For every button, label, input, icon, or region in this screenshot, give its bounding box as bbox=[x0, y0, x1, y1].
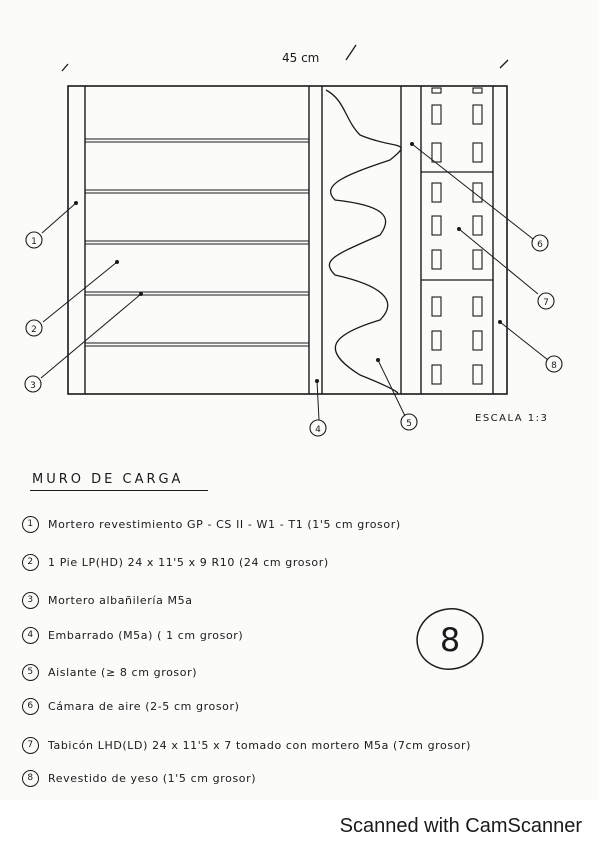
callout-3 bbox=[25, 376, 41, 392]
brick-courses bbox=[85, 139, 309, 346]
dimension-label: 45 cm bbox=[282, 51, 320, 65]
legend-num: 1 bbox=[22, 516, 39, 533]
svg-text:2: 2 bbox=[31, 325, 37, 335]
scale-label: ESCALA 1:3 bbox=[475, 413, 549, 424]
legend-num: 2 bbox=[22, 554, 39, 571]
svg-text:4: 4 bbox=[315, 425, 321, 435]
svg-text:7: 7 bbox=[543, 298, 549, 308]
legend-item-2 bbox=[22, 554, 329, 571]
legend-text: Embarrado (M5a) ( 1 cm grosor) bbox=[48, 629, 244, 642]
callout-5 bbox=[401, 414, 417, 430]
section-title: MURO DE CARGA bbox=[32, 472, 184, 487]
legend-num: 4 bbox=[22, 627, 39, 644]
dim-tick-left bbox=[62, 64, 68, 71]
legend-num: 8 bbox=[22, 770, 39, 787]
hollow-brick-cells bbox=[432, 88, 482, 384]
dim-tick-right bbox=[500, 60, 508, 68]
legend-text: Tabicón LHD(LD) 24 x 11'5 x 7 tomado con mortero M5a (7cm grosor) bbox=[48, 739, 472, 752]
callout-8 bbox=[546, 356, 562, 372]
legend-text: 1 Pie LP(HD) 24 x 11'5 x 9 R10 (24 cm grosor) bbox=[48, 556, 329, 569]
callout-7 bbox=[538, 293, 554, 309]
legend-text: Mortero revestimiento GP - CS II - W1 - T1 (1'5 cm grosor) bbox=[48, 518, 401, 531]
svg-text:6: 6 bbox=[537, 240, 543, 250]
leader-dots bbox=[74, 142, 502, 383]
legend-text: Revestido de yeso (1'5 cm grosor) bbox=[48, 772, 257, 785]
legend-text: Mortero albañilería M5a bbox=[48, 594, 193, 607]
grade-mark: 8 bbox=[439, 621, 461, 659]
title-underline bbox=[30, 490, 208, 491]
callout-6 bbox=[532, 235, 548, 251]
legend-text: Cámara de aire (2-5 cm grosor) bbox=[48, 700, 240, 713]
svg-text:5: 5 bbox=[406, 419, 412, 429]
callout-4 bbox=[310, 420, 326, 436]
callout-1 bbox=[26, 232, 42, 248]
legend-item-4 bbox=[22, 627, 243, 644]
legend-text: Aislante (≥ 8 cm grosor) bbox=[48, 666, 198, 679]
dim-tick-mid bbox=[346, 45, 356, 60]
legend-item-6 bbox=[22, 698, 240, 715]
insulation-curve bbox=[326, 90, 401, 393]
svg-text:3: 3 bbox=[30, 381, 36, 391]
legend-item-8 bbox=[22, 770, 256, 787]
leader-lines bbox=[41, 144, 548, 420]
legend-item-5 bbox=[22, 664, 197, 681]
svg-text:8: 8 bbox=[551, 361, 557, 371]
legend-item-3 bbox=[22, 592, 193, 609]
callout-2 bbox=[26, 320, 42, 336]
legend-item-1 bbox=[22, 516, 401, 533]
legend-num: 3 bbox=[22, 592, 39, 609]
legend-num: 7 bbox=[22, 737, 39, 754]
legend-num: 6 bbox=[22, 698, 39, 715]
legend-num: 5 bbox=[22, 664, 39, 681]
legend-item-7 bbox=[22, 737, 471, 754]
svg-text:1: 1 bbox=[31, 237, 37, 247]
scanner-footer bbox=[0, 800, 599, 848]
scanner-watermark: Scanned with CamScanner bbox=[339, 815, 582, 837]
